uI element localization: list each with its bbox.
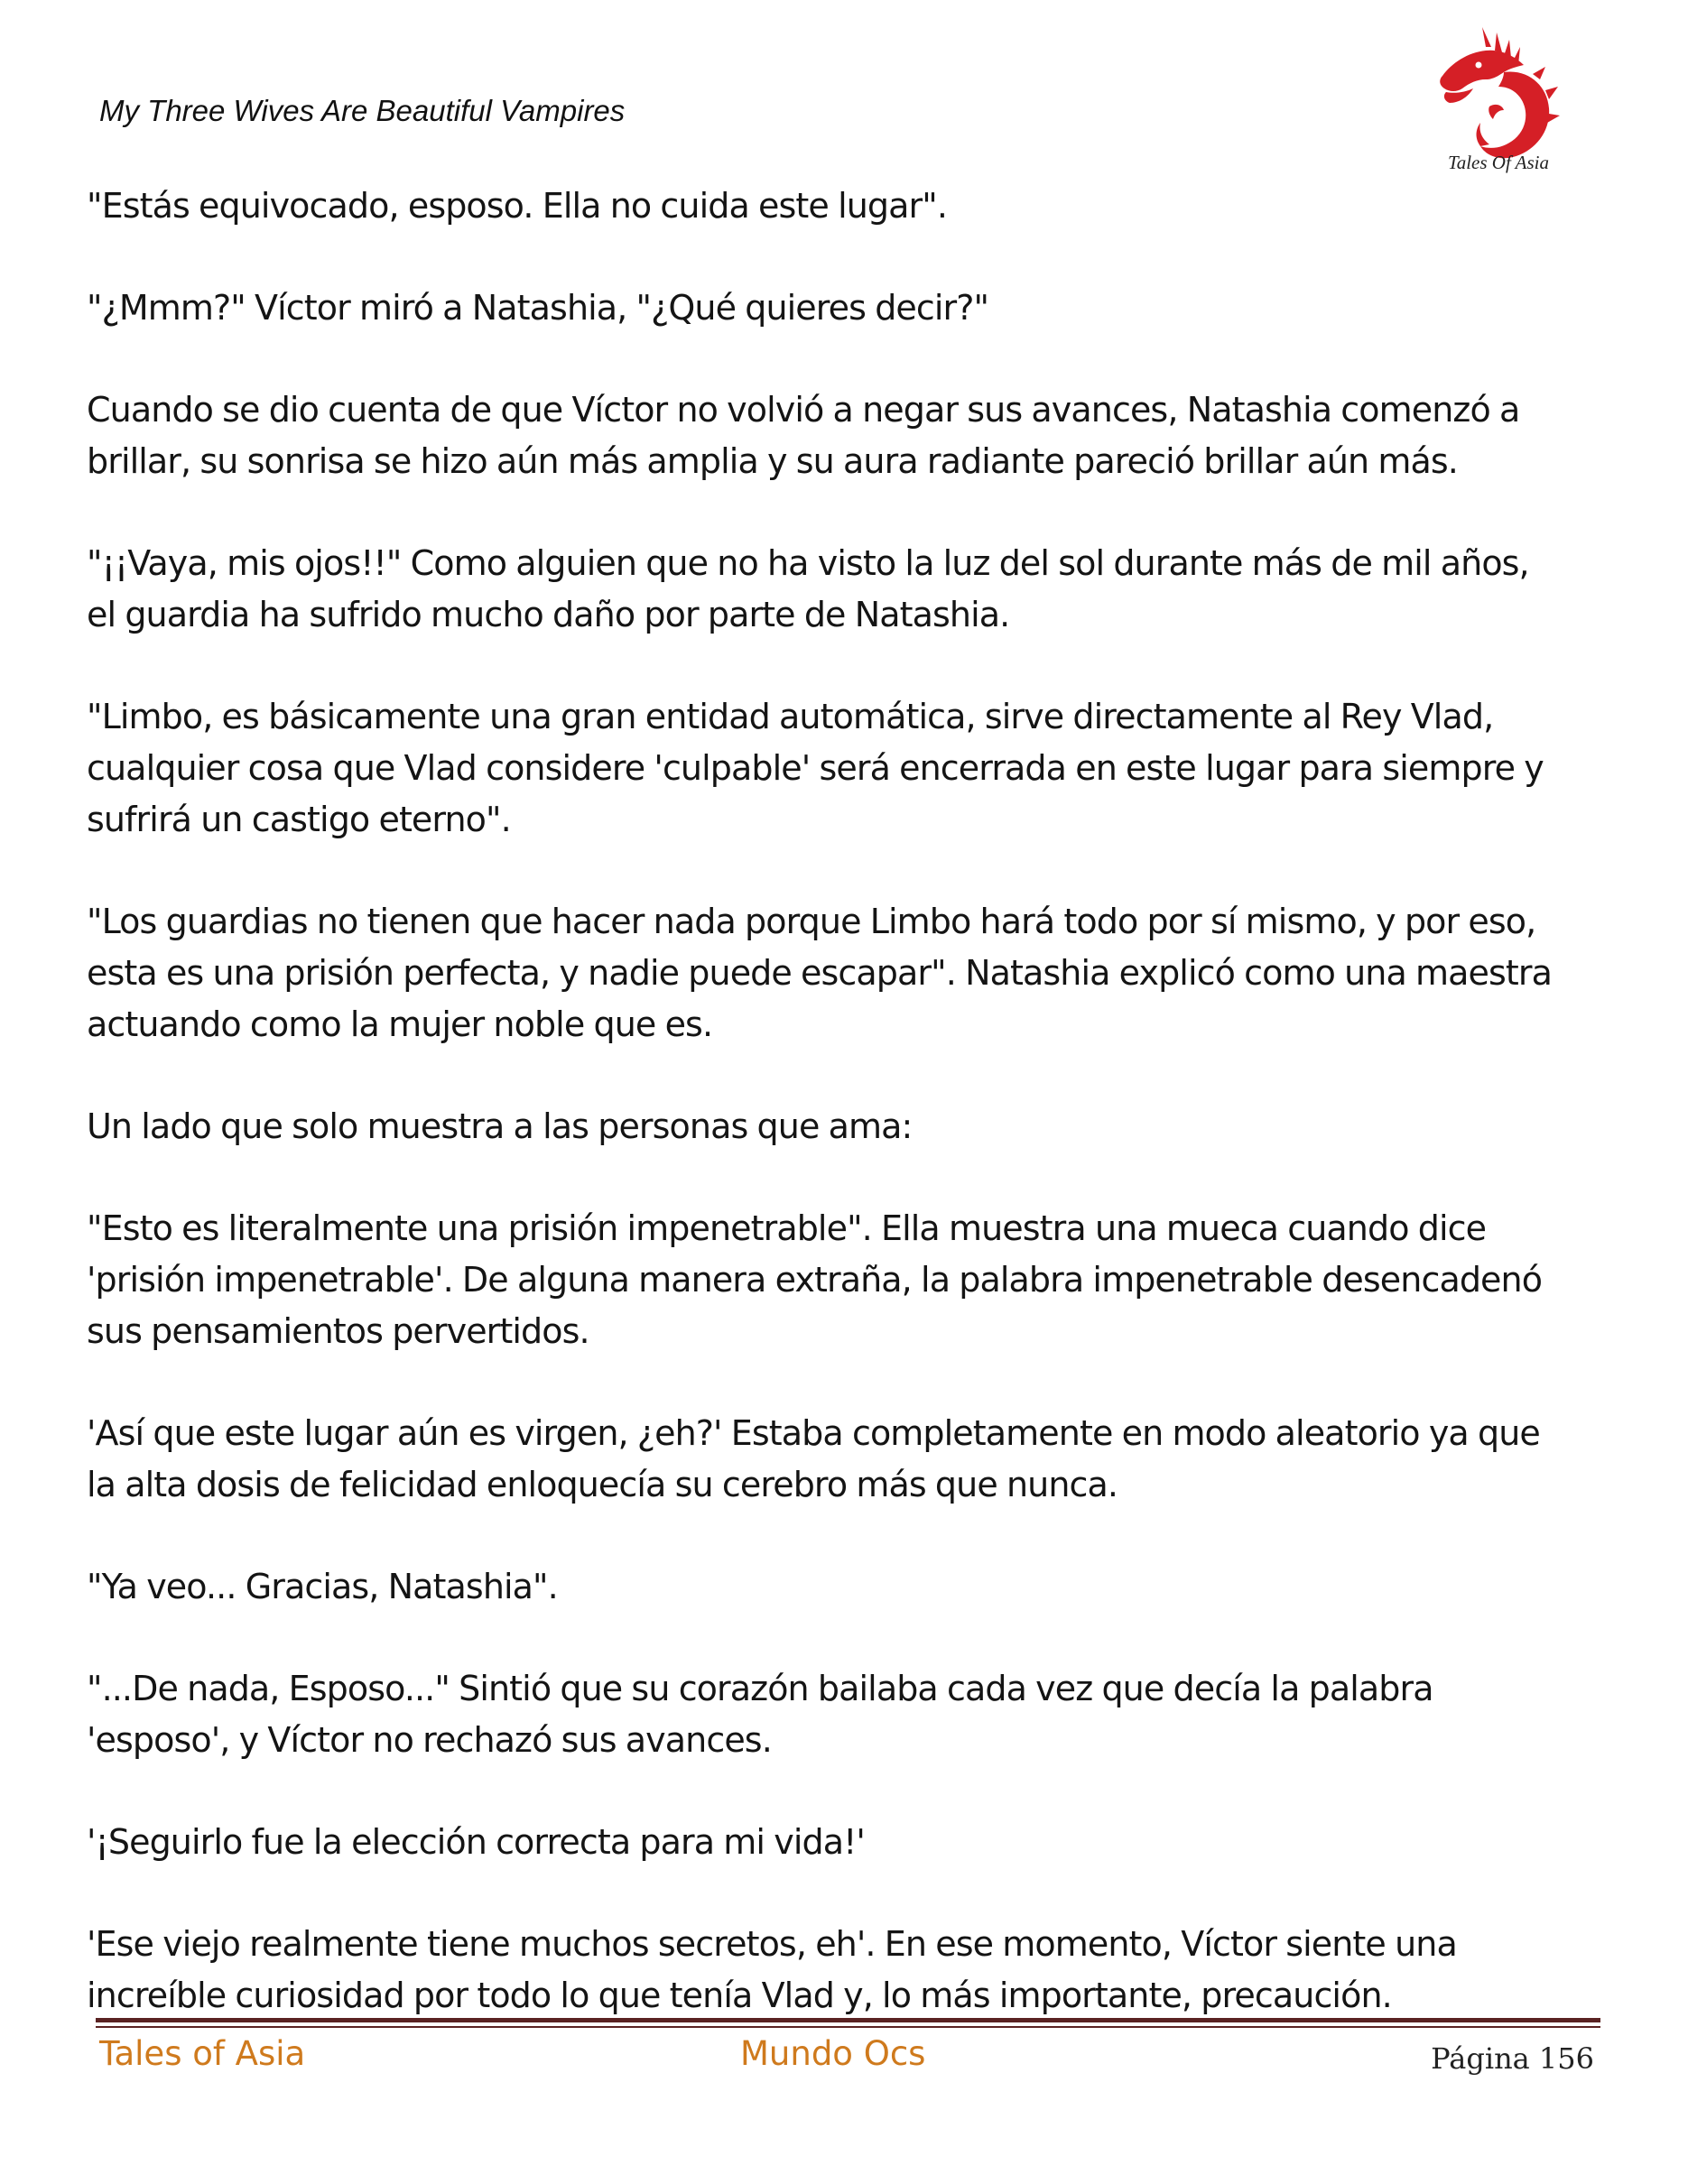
paragraph: "Estás equivocado, esposo. Ella no cuida este lugar". xyxy=(87,186,948,226)
footer-site-name: Tales of Asia xyxy=(99,2034,306,2073)
paragraph: "¡¡Vaya, mis ojos!!" Como alguien que no ha visto la luz del sol durante más de mil años, el guardia ha sufrido mucho daño por parte de Natashia. xyxy=(87,543,1529,634)
footer-divider xyxy=(96,2018,1600,2022)
page-body xyxy=(87,180,1621,2072)
paragraph: "...De nada, Esposo..." Sintió que su corazón bailaba cada vez que decía la palabra 'esposo', y Víctor no rechazó sus avances. xyxy=(87,1669,1433,1760)
paragraph: Un lado que solo muestra a las personas que ama: xyxy=(87,1106,913,1146)
paragraph: "Esto es literalmente una prisión impenetrable". Ella muestra una mueca cuando dice 'prisión impenetrable'. De alguna manera extraña, la palabra impenetrable desencadenó sus pensamientos pervertidos. xyxy=(87,1208,1543,1351)
footer-divider-thin xyxy=(96,2026,1600,2028)
book-title: My Three Wives Are Beautiful Vampires xyxy=(99,94,626,127)
paragraph: "Los guardias no tienen que hacer nada porque Limbo hará todo por sí mismo, y por eso, esta es una prisión perfecta, y nadie puede escapar". Natashia explicó como una maestra actuando como la mujer noble que es. xyxy=(87,902,1553,1044)
paragraph: 'Ese viejo realmente tiene muchos secretos, eh'. En ese momento, Víctor siente una increíble curiosidad por todo lo que tenía Vlad y, lo más importante, precaución. xyxy=(87,1924,1457,2015)
paragraph: Cuando se dio cuenta de que Víctor no volvió a negar sus avances, Natashia comenzó a brillar, su sonrisa se hizo aún más amplia y su aura radiante pareció brillar aún más. xyxy=(87,390,1520,481)
page-number: Página 156 xyxy=(1431,2041,1594,2076)
logo-caption: Tales Of Asia xyxy=(1447,152,1550,173)
paragraph: "¿Mmm?" Víctor miró a Natashia, "¿Qué quieres decir?" xyxy=(87,288,989,328)
footer-section-name: Mundo Ocs xyxy=(740,2034,926,2073)
paragraph: "Ya veo... Gracias, Natashia". xyxy=(87,1567,558,1606)
paragraph: "Limbo, es básicamente una gran entidad automática, sirve directamente al Rey Vlad, cualquier cosa que Vlad considere 'culpable' será encerrada en este lugar para siempre y sufrirá un castigo eterno". xyxy=(87,697,1544,839)
paragraph: '¡Seguirlo fue la elección correcta para mi vida!' xyxy=(87,1822,865,1862)
paragraph: 'Así que este lugar aún es virgen, ¿eh?' Estaba completamente en modo aleatorio ya que la alta dosis de felicidad enloquecía su cerebro más que nunca. xyxy=(87,1413,1540,1504)
